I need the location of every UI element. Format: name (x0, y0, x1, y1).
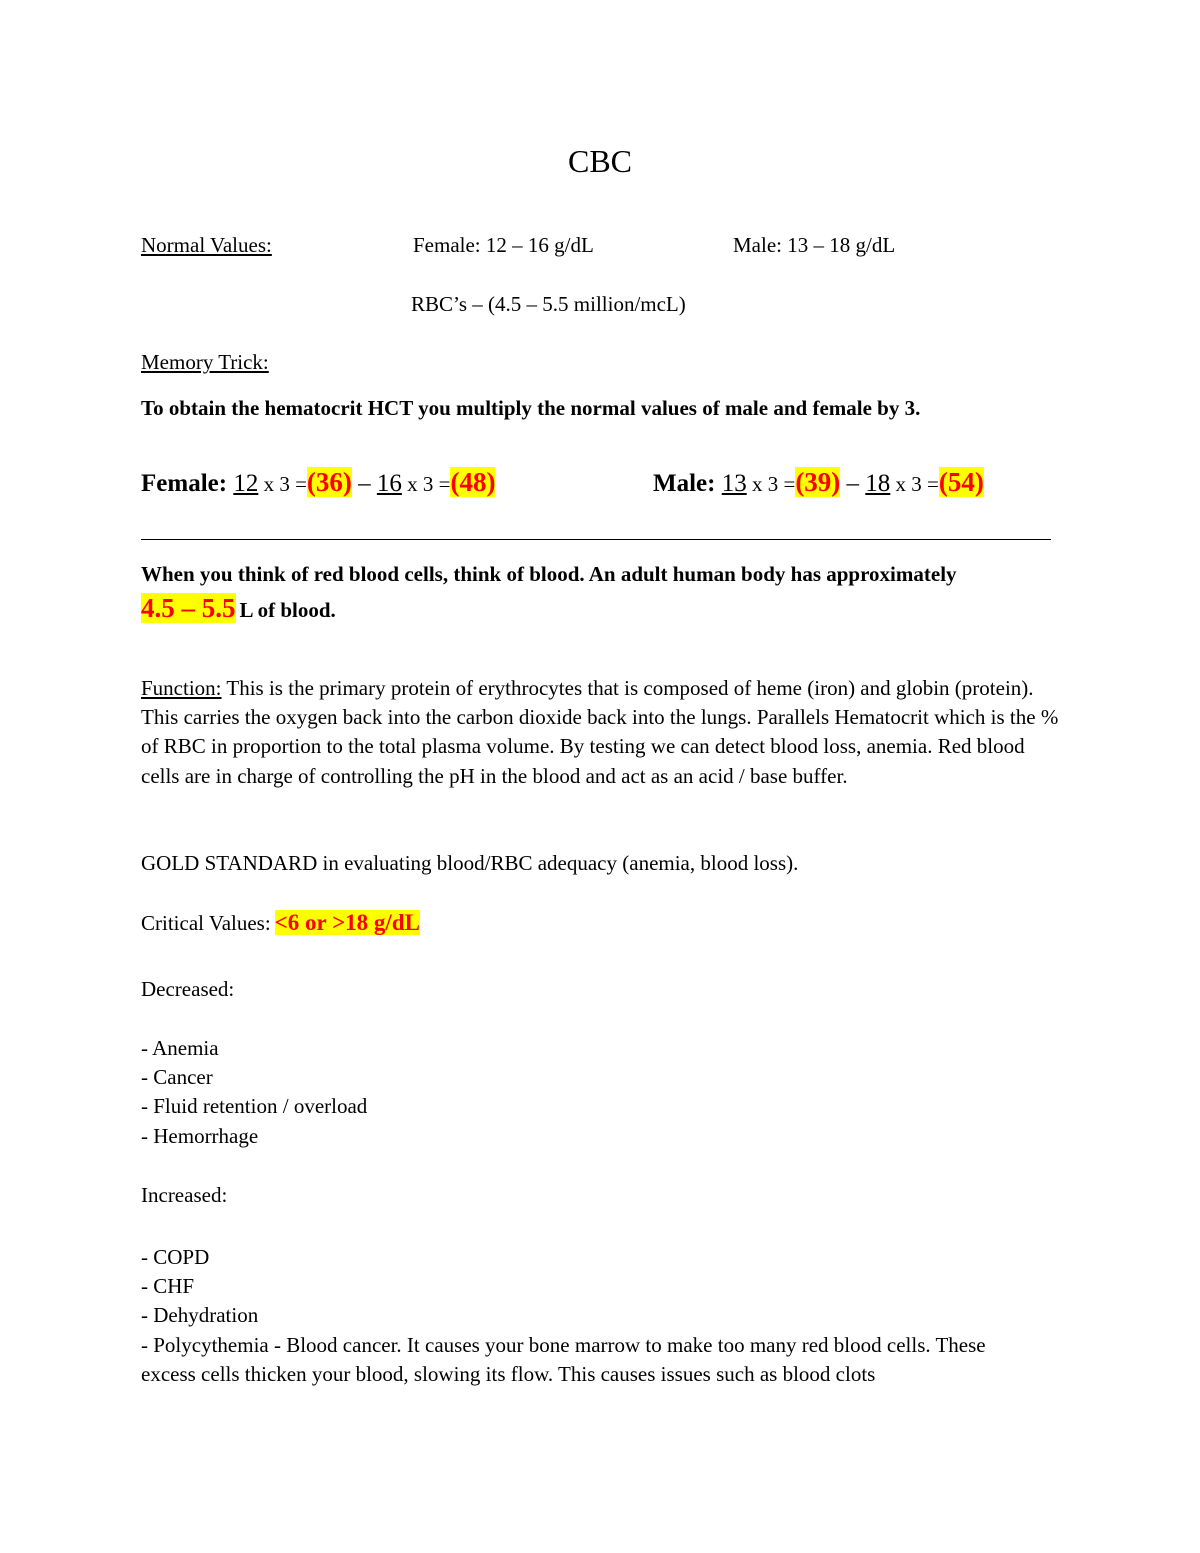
male-normal-range: Male: 13 – 18 g/dL (733, 233, 896, 257)
gold-standard: GOLD STANDARD in evaluating blood/RBC adequacy (anemia, blood loss). (141, 851, 799, 875)
list-item: - COPD (141, 1245, 210, 1269)
memory-trick-label: Memory Trick: (141, 350, 269, 374)
hct-male-high-result: (54) (938, 467, 984, 497)
function-paragraph (141, 674, 1061, 791)
list-item: - Fluid retention / overload (141, 1094, 368, 1119)
female-normal-range: Female: 12 – 16 g/dL (413, 233, 594, 257)
normal-values-label: Normal Values: (141, 233, 272, 257)
hct-female-row (141, 467, 495, 498)
hct-female-high-mult: x 3 = (407, 472, 451, 496)
hct-male-label: Male: (653, 470, 716, 497)
hct-female-dash: – (358, 470, 371, 497)
increased-list (141, 1243, 258, 1331)
list-item: - Anemia (141, 1036, 219, 1060)
hct-male-row (653, 467, 984, 498)
hct-female-high-result: (48) (450, 467, 496, 497)
polycythemia-item: - Polycythemia - Blood cancer. It causes your bone marrow to make too many red blood cells. These excess cells thicken your blood, slowing its flow. This causes issues such as blood clots (141, 1333, 986, 1387)
hct-rule: To obtain the hematocrit HCT you multiply the normal values of male and female by 3. (141, 396, 921, 420)
list-item: - Dehydration (141, 1303, 259, 1328)
hct-male-dash: – (846, 470, 860, 497)
hct-male-low-mult: x 3 = (751, 472, 796, 496)
list-item: - Hemorrhage (141, 1123, 259, 1148)
decreased-list (141, 1034, 367, 1151)
critical-values-label: Critical Values: (141, 911, 271, 935)
list-item: - CHF (141, 1274, 195, 1299)
rbc-normal-range: RBC’s – (4.5 – 5.5 million/mcL) (411, 292, 686, 316)
critical-values-value: <6 or >18 g/dL (274, 910, 420, 935)
function-label: Function: (141, 676, 222, 700)
hct-male-low: 13 (721, 470, 747, 497)
function-text: This is the primary protein of erythrocytes that is composed of heme (iron) and globin (protein). This carries the oxygen back into the carbon dioxide back into the lungs. Parallels Hematocrit which is the % of RBC in proportion to the total plasma volume. By testing we can detect blood loss, anemia. Red blood cells are in charge of controlling the pH in the blood and act as an acid / base buffer. (141, 676, 1059, 788)
hct-male-high-mult: x 3 = (895, 472, 939, 496)
hct-female-high: 16 (376, 470, 402, 497)
hct-male-high: 18 (865, 470, 891, 497)
blood-fact-text: When you think of red blood cells, think of blood. An adult human body has approximately (141, 562, 957, 586)
increased-label: Increased: (141, 1183, 228, 1207)
hct-male-low-result: (39) (795, 467, 841, 497)
page-title: CBC (567, 143, 633, 179)
critical-values-row (141, 910, 420, 936)
blood-amount-unit: L of blood. (239, 598, 336, 622)
hct-female-low-result: (36) (306, 467, 352, 497)
list-item: - Cancer (141, 1065, 213, 1090)
hct-female-low: 12 (233, 470, 259, 497)
horizontal-rule (141, 539, 1051, 540)
decreased-label: Decreased: (141, 977, 235, 1001)
hct-female-low-mult: x 3 = (263, 472, 307, 496)
hct-female-label: Female: (141, 470, 228, 497)
blood-fact-amount-row (141, 593, 336, 624)
blood-amount: 4.5 – 5.5 (141, 593, 236, 623)
